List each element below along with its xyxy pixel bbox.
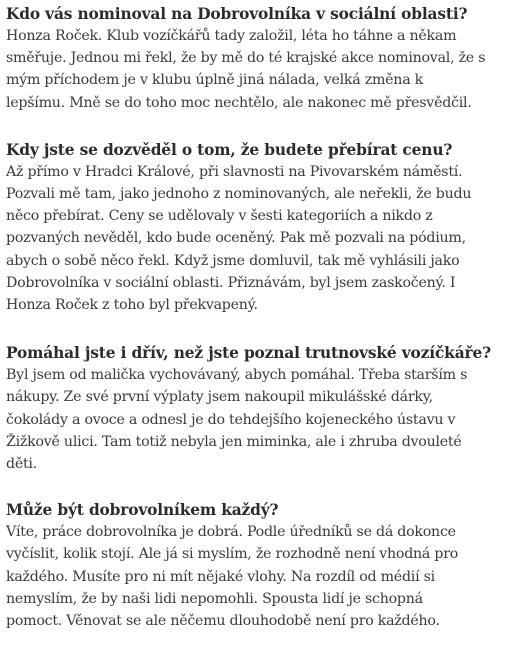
answer-line: Honza Roček. Klub vozíčkářů tady založil, léta ho táhne a někam [6,28,457,44]
answer-line: Byl jsem od malička vychovávaný, abych pomáhal. Třeba starším s [6,367,468,384]
answer-line: abych o sobě něco řekl. Když jsme domluvil, tak mě vyhlásili jako [6,252,460,269]
qa-section [6,3,506,114]
qa-section [6,499,506,632]
answer-line: pomoct. Věnovat se ale něčemu dlouhodobě není pro každého. [6,613,440,630]
question-heading: Pomáhal jste i dřív, než jste poznal trutnovské vozíčkáře? [6,344,491,363]
interview-article [6,3,506,656]
question-heading: Může být dobrovolníkem každý? [6,501,279,520]
answer-line: čokolády a ovoce a odnesl je do tehdejšího kojeneckého ústavu v [6,411,456,428]
question-heading: Kdy jste se dozvěděl o tom, že budete přebírat cenu? [6,140,453,159]
answer-line: Dobrovolníka v sociální oblasti. Přiznávám, byl jsem zaskočený. I [6,274,456,291]
answer-line: Honza Roček z toho byl překvapený. [6,297,258,314]
answer-line: Až přímo v Hradci Králové, při slavnosti na Pivovarském náměstí. [6,163,463,180]
answer-line: něco přebírat. Ceny se udělovaly v šesti kategoriích a nikdo z [6,208,433,225]
answer-paragraph [6,364,506,475]
qa-section [6,139,506,316]
answer-line: Víte, práce dobrovolníka je dobrá. Podle úředníků se dá dokonce [6,524,456,541]
answer-line: pozvaných nevěděl, kdo bude oceněný. Pak mě pozvali na pódium, [6,230,466,247]
answer-line: každého. Musíte pro ni mít nějaké vlohy. Na rozdíl od médií si [6,568,435,585]
answer-line: nemyslím, že by naši lidi nepomohli. Spousta lidí je schopná [6,590,423,607]
qa-section [6,342,506,475]
answer-line: mým příchodem je v klubu úplně jiná nálada, velká změna k [6,72,424,89]
answer-line: lepšímu. Mně se do toho moc nechtělo, ale nakonec mě přesvědčil. [6,94,472,111]
answer-line: vyčíslit, kolik stojí. Ale já si myslím, že rozhodně není vhodná pro [6,546,459,563]
answer-line: děti. [6,456,37,473]
answer-paragraph [6,25,506,114]
answer-line: nákupy. Ze své první výplaty jsem nakoupil mikulášské dárky, [6,389,433,406]
answer-paragraph [6,521,506,632]
question-heading: Kdo vás nominoval na Dobrovolníka v sociální oblasti? [6,5,468,23]
answer-line: Pozvali mě tam, jako jednoho z nominovaných, ale neřekli, že budu [6,186,472,203]
answer-line: Žižkově ulici. Tam totiž nebyla jen miminka, ale i zhruba dvouleté [6,433,462,450]
answer-paragraph [6,161,506,316]
answer-line: směřuje. Jednou mi řekl, že by mě do té krajské akce nominoval, že s [6,50,486,67]
